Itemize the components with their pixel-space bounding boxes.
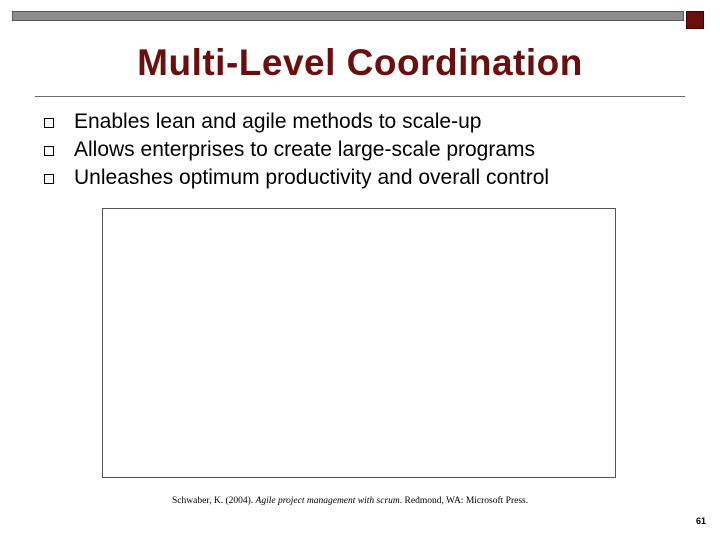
- title-divider: [35, 96, 685, 97]
- square-bullet-icon: [44, 174, 54, 184]
- bullet-item: [44, 136, 549, 164]
- bullet-text: Enables lean and agile methods to scale-up: [74, 110, 482, 133]
- bullet-item: [44, 164, 549, 192]
- square-bullet-icon: [44, 118, 54, 128]
- citation-work-title: Agile project management with scrum: [255, 496, 400, 506]
- top-decorative-bar: [12, 11, 684, 21]
- square-bullet-icon: [44, 146, 54, 156]
- citation-authors: Schwaber, K. (2004).: [172, 496, 256, 506]
- slide-title: Multi-Level Coordination: [137, 42, 583, 83]
- corner-decorative-square: [686, 11, 704, 29]
- bullet-text: Allows enterprises to create large-scale programs: [74, 138, 536, 161]
- page-number: 61: [695, 516, 706, 526]
- citation: [172, 496, 528, 506]
- citation-publisher: . Redmond, WA: Microsoft Press.: [399, 496, 529, 506]
- bullet-list: [44, 108, 549, 192]
- bullet-text: Unleashes optimum productivity and overall control: [74, 166, 550, 189]
- bullet-item: [44, 108, 549, 136]
- image-placeholder-frame: [102, 208, 616, 478]
